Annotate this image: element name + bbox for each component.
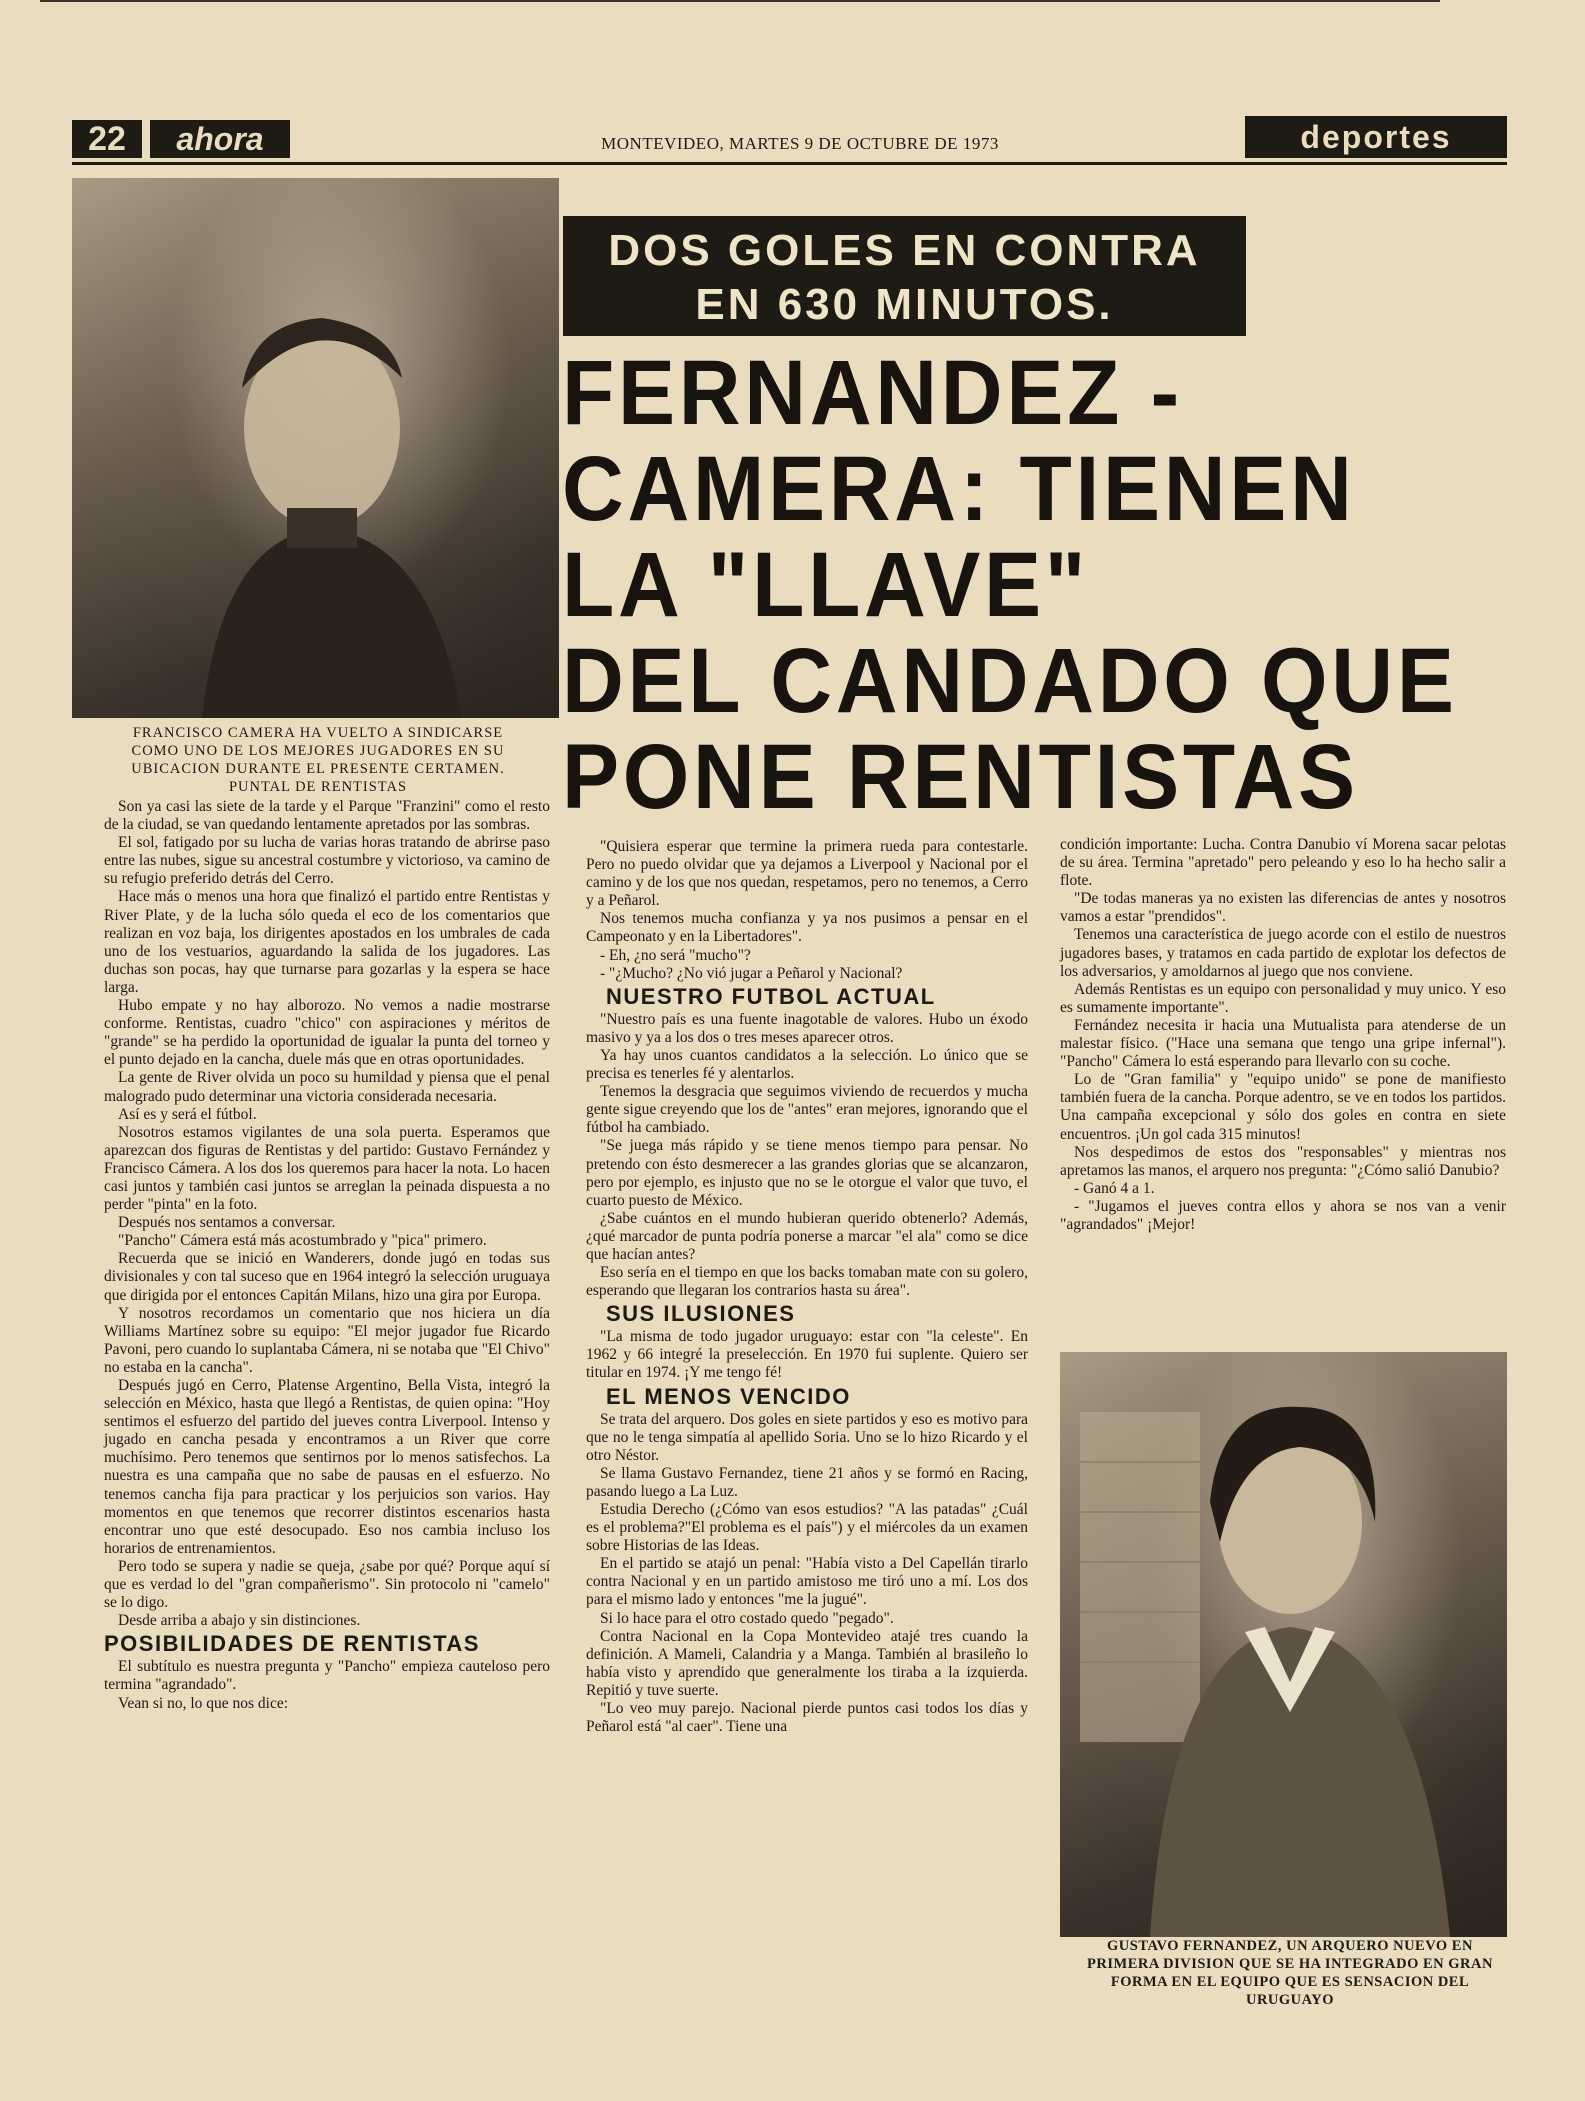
kicker-line: DOS GOLES EN CONTRA [608,226,1201,275]
paragraph: En el partido se atajó un penal: "Había visto a Del Capellán tirarlo contra Nacional y en un partido amistoso me tiró uno a mí. Los dos para el mismo lado y entonces "me la jugué". [586,1555,1028,1609]
paragraph: Recuerda que se inició en Wanderers, donde jugó en todas sus divisionales y con tal suceso que en 1964 integró la selección uruguaya que dirigida por el entonces Capitán Milans, hizo una gira por Europa. [104,1250,550,1304]
newspaper-logo: ahora [150,120,290,158]
headline-line: CAMERA: TIENEN [562,438,1356,540]
dateline: MONTEVIDEO, MARTES 9 DE OCTUBRE DE 1973 [601,134,999,153]
paragraph: condición importante: Lucha. Contra Danubio ví Morena sacar pelotas de su área. Termina "apretado" pero peleando y eso lo ha hecho salir a flote. [1060,836,1506,890]
caption-line: GUSTAVO FERNANDEZ, UN ARQUERO NUEVO EN [1107,1938,1473,1954]
paragraph: Y nosotros recordamos un comentario que nos hiciera un día Williams Martínez sobre su equipo: "El mejor jugador fue Ricardo Pavoni, pero cuando lo suplantaba Cámera, ni se notaba que "El Chivo" no estaba en la cancha". [104,1304,550,1376]
article-column-2 [586,838,1028,1736]
paragraph: Lo de "Gran familia" y "equipo unido" se pone de manifiesto también fuera de la cancha. Porque adentro, se ve en todos los partidos. Una campaña excepcional y sólo dos goles en contra en siete encuentros. ¡Un gol cada 315 minutos! [1060,1071,1506,1143]
headline-line: PONE RENTISTAS [562,726,1359,828]
headline-line: FERNANDEZ - [562,342,1183,444]
paragraph: Contra Nacional en la Copa Montevideo atajé tres cuando la definición. A Mameli, Calandria y a Manga. También al brasileño lo había visto y aprendido que generalmente los tiraba a la izquierda. Repitió y tuve suerte. [586,1627,1028,1699]
photo2-caption [1070,1937,1510,2009]
paragraph: Después jugó en Cerro, Platense Argentino, Bella Vista, integró la selección en México, hasta que llegó a Rentistas, de quien opina: "Hoy sentimos el esfuerzo del partido del jueves contra Liverpool. Intenso y jugado en cancha pesada y encontramos a un River que corre muchísimo. Pero tenemos que sentirnos por lo menos satisfechos. La nuestra es una campaña que no sabe de pausas en el esfuerzo. No tenemos cancha fija para practicar y los perjuicios son varios. Hay momentos en que tenemos que recorrer distintos escenarios hasta encontrar uno que esté desocupado. Eso nos cambia incluso los horarios de entrenamientos. [104,1377,550,1557]
photo-gustavo-fernandez [1060,1352,1507,1937]
paragraph: Hace más o menos una hora que finalizó el partido entre Rentistas y River Plate, y de la lucha sólo queda el eco de los comentarios que realizan en voz baja, los dirigentes apostados en los umbrales de cada uno de los vestuarios, aguardando la salida de los jugadores. Las duchas son pocas, hay que turnarse para gozarlas y la espera se hace larga. [104,888,550,996]
paragraph: "La misma de todo jugador uruguayo: estar con "la celeste". En 1962 y 66 integré la preselección. En 1970 fui suplente. Quiero ser titular en 1974. ¡Y me tengo fé! [586,1328,1028,1382]
paragraph: ¿Sabe cuántos en el mundo hubieran querido obtenerlo? Además, ¿qué marcador de punta podría ponerse a marcar "el ala" como se dice que hacían antes? [586,1209,1028,1263]
paragraph: Nosotros estamos vigilantes de una sola puerta. Esperamos que aparezcan dos figuras de Rentistas y del partido: Gustavo Fernández y Francisco Cámera. A los dos los queremos para hacer la nota. Lo hacen casi juntos y también casi juntos se arreglan la peinada dispuesta a no perder "pinta" en la foto. [104,1123,550,1214]
paragraph: Estudia Derecho (¿Cómo van esos estudios? "A las patadas" ¿Cuál es el problema?"El problema es el país") y el miércoles da un examen sobre Historias de las Ideas. [586,1501,1028,1555]
paragraph: "De todas maneras ya no existen las diferencias de antes y nosotros vamos a estar "prendidos". [1060,890,1506,926]
subhead-nuestro-futbol: NUESTRO FUTBOL ACTUAL [606,983,936,1009]
caption-line: FRANCISCO CAMERA HA VUELTO A SINDICARSE [132,725,504,741]
paragraph: "Lo veo muy parejo. Nacional pierde puntos casi todos los días y Peñarol está "al caer". Tiene una [586,1700,1028,1736]
top-edge-rule [40,0,1440,2]
article-column-1 [104,798,550,1713]
paragraph: La gente de River olvida un poco su humildad y piensa que el penal malogrado pudo determinar una victoria considerada necesaria. [104,1069,550,1105]
section-label: deportes [1245,116,1507,158]
paragraph: "Pancho" Cámera está más acostumbrado y "pica" primero. [118,1232,487,1250]
header-rule [72,162,1507,165]
paragraph: Ya hay unos cuantos candidatos a la selección. Lo único que se precisa es tenerles fé y alentarlos. [586,1046,1028,1083]
paragraph: "Quisiera esperar que termine la primera rueda para contestarle. Pero no puedo olvidar que ya dejamos a Liverpool y Nacional por el camino y de los que nos quedan, respetamos, pero no tenemos, a Cerro y a Peñarol. [586,838,1028,910]
kicker-line: EN 630 MINUTOS. [695,280,1114,329]
paragraph: Fernández necesita ir hacia una Mutualista para atenderse de un malestar físico. ("Hace una semana que tengo una gripe infernal"). "Pancho" Cámera lo está esperando para llevarlo con su coche. [1060,1016,1506,1071]
page-number: 22 [72,120,142,158]
paragraph: - "Jugamos el jueves contra ellos y ahora se nos van a venir "agrandados" ¡Mejor! [1060,1197,1506,1233]
paragraph: Se trata del arquero. Dos goles en siete partidos y eso es motivo para que no le tenga simpatía al apellido Soria. Uno se lo hizo Ricardo y el otro Néstor. [586,1410,1028,1464]
paragraph: Nos despedimos de estos dos "responsables" y mientras nos apretamos las manos, el arquero nos pregunta: "¿Cómo salió Danubio? [1060,1143,1506,1179]
portrait-illustration [1060,1352,1507,1937]
paragraph: Eso sería en el tiempo en que los backs tomaban mate con su golero, esperando que llegaran los contrarios hasta su área". [586,1264,1028,1300]
paragraph: El sol, fatigado por su lucha de varias horas tratando de abrirse paso entre las nubes, sigue su ancestral costumbre y victorioso, va camino de su refugio preferido detrás del Cerro. [104,834,550,888]
paragraph: "Se juega más rápido y se tiene menos tiempo para pensar. No pretendo con ésto desmerecer a las grandes glorias que se alcanzaron, pero por ejemplo, es injusto que no se le otorgue el valor que tuvo, el cuarto puesto de México. [586,1137,1028,1209]
caption-line: URUGUAYO [1245,1992,1335,2008]
paragraph: Se llama Gustavo Fernandez, tiene 21 años y se formó en Racing, pasando luego a La Luz. [586,1464,1028,1500]
paragraph: - Eh, ¿no será "mucho"? [600,946,751,964]
paragraph: "Nuestro país es una fuente inagotable de valores. Hubo un éxodo masivo y ya a los dos o tres meses aparecer otros. [586,1010,1028,1046]
paragraph: Tenemos una característica de juego acorde con el estilo de nuestros jugadores bases, y tratamos en cada partido de explotar los defectos de los adversarios, y amoldarnos al juego que nos conviene. [1060,926,1506,980]
caption-line: FORMA EN EL EQUIPO QUE ES SENSACION DEL [1110,1974,1470,1990]
paragraph: Si lo hace para el otro costado quedo "pegado". [600,1609,894,1627]
paragraph: Son ya casi las siete de la tarde y el Parque "Franzini" como el resto de la ciudad, se van quedando lentamente apretados por las sombras. [104,798,550,834]
paragraph: Después nos sentamos a conversar. [118,1214,336,1232]
main-headline [562,342,1458,828]
caption-line: PUNTAL DE RENTISTAS [228,779,408,795]
paragraph: El subtítulo es nuestra pregunta y "Pancho" empieza cauteloso pero termina "agrandado". [104,1658,550,1694]
paragraph: Desde arriba a abajo y sin distinciones. [118,1612,361,1630]
article-column-3 [1060,836,1506,1234]
subhead-el-menos-vencido: EL MENOS VENCIDO [606,1383,851,1409]
photo1-caption [88,724,548,796]
kicker-box [563,216,1246,336]
photo-francisco-camera [72,178,559,718]
subhead-posibilidades: POSIBILIDADES DE RENTISTAS [104,1631,480,1657]
caption-line: PRIMERA DIVISION QUE SE HA INTEGRADO EN GRAN [1087,1956,1493,1972]
portrait-illustration [72,178,559,718]
paragraph: Además Rentistas es un equipo con personalidad y muy unico. Y eso es sumamente importante". [1060,980,1506,1016]
subhead-sus-ilusiones: SUS ILUSIONES [606,1301,796,1327]
paragraph: Pero todo se supera y nadie se queja, ¿sabe por qué? Porque aquí sí que es verdad lo del "gran compañerismo". Sin protocolo ni "camelo" se lo digo. [104,1557,550,1612]
paragraph: Hubo empate y no hay alborozo. No vemos a nadie mostrarse conforme. Rentistas, cuadro "chico" con aspiraciones y méritos de "grande" se ha perdido la oportunidad de igualar la punta del torneo y el punto dejado en la cancha, duele más que en otras oportunidades. [104,997,550,1069]
paragraph: Así es y será el fútbol. [118,1105,257,1123]
headline-line: LA "LLAVE" [562,534,1090,636]
paragraph: Nos tenemos mucha confianza y ya nos pusimos a pensar en el Campeonato y en la Libertadores". [586,910,1028,946]
headline-line: DEL CANDADO QUE [562,630,1458,732]
caption-line: UBICACION DURANTE EL PRESENTE CERTAMEN. [131,761,505,777]
caption-line: COMO UNO DE LOS MEJORES JUGADORES EN SU [131,743,505,759]
paragraph: Vean si no, lo que nos dice: [118,1694,289,1712]
paragraph: - Ganó 4 a 1. [1074,1179,1155,1197]
paragraph: - "¿Mucho? ¿No vió jugar a Peñarol y Nacional? [600,964,903,982]
paragraph: Tenemos la desgracia que seguimos viviendo de recuerdos y mucha gente sigue creyendo que los de "antes" eran mejores, ignorando que el fútbol ha cambiado. [586,1083,1028,1137]
